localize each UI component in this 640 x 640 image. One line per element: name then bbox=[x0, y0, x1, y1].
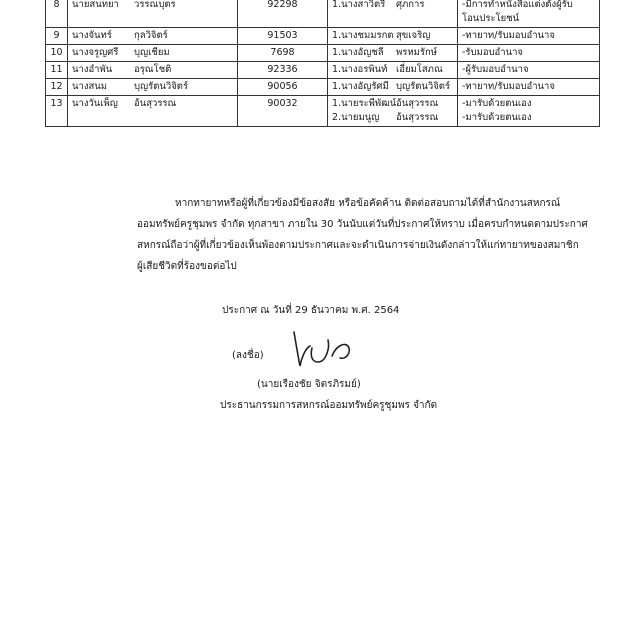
member-family-name: บุญรัตนวิจิตร์ bbox=[134, 81, 189, 92]
note-cell bbox=[458, 28, 600, 45]
note-cell bbox=[458, 62, 600, 79]
signer-name: (นายเรืองชัย จิตรภิรมย์) bbox=[257, 379, 361, 390]
heir-given-name: 1.นางชมมรกต bbox=[332, 30, 394, 41]
note-cell bbox=[458, 96, 600, 127]
member-family-name: อรุณโชติ bbox=[134, 64, 172, 75]
row-number: 9 bbox=[46, 28, 68, 45]
heir-given-name: 1.นางอัญชลี bbox=[332, 47, 384, 58]
handwritten-signature bbox=[286, 326, 358, 372]
member-name-cell bbox=[68, 28, 238, 45]
heir-given-name: 1.นางสาวิตรี bbox=[332, 0, 386, 10]
member-name-cell bbox=[68, 45, 238, 62]
note-text: -มีการทำหนังสือแต่งตั้งผู้รับ bbox=[462, 0, 573, 10]
member-id: 92298 bbox=[238, 0, 328, 28]
member-given-name: นายสนทยา bbox=[72, 0, 119, 10]
heir-cell bbox=[328, 79, 458, 96]
heir-entry bbox=[332, 111, 453, 125]
member-table bbox=[45, 0, 600, 127]
heir-family-name: เอี่ยมโสภณ bbox=[396, 64, 443, 75]
heir-entry bbox=[332, 80, 453, 94]
heir-entry bbox=[332, 0, 453, 12]
heir-family-name: บุญรัตนวิจิตร์ bbox=[396, 81, 451, 92]
member-name-cell bbox=[68, 62, 238, 79]
heir-cell bbox=[328, 28, 458, 45]
heir-family-name: ศุภการ bbox=[396, 0, 425, 10]
member-id: 92336 bbox=[238, 62, 328, 79]
note-text: โอนประโยชน์ bbox=[462, 13, 520, 24]
row-number: 10 bbox=[46, 45, 68, 62]
heir-entry bbox=[332, 29, 453, 43]
member-name-cell bbox=[68, 96, 238, 127]
member-given-name: นางจันทร์ bbox=[72, 30, 112, 41]
heir-given-name: 1.นางอรพินท์ bbox=[332, 64, 388, 75]
member-family-name: กุลวิจิตร์ bbox=[134, 30, 168, 41]
heir-family-name: สุขเจริญ bbox=[396, 30, 431, 41]
row-number: 12 bbox=[46, 79, 68, 96]
member-given-name: นางจรูญศรี bbox=[72, 47, 119, 58]
body-paragraph-line-2: ออมทรัพย์ครูชุมพร จำกัด ทุกสาขา ภายใน 30 วันนับแต่วันที่ประกาศให้ทราบ เมื่อครบกำหนดตามประกาศ bbox=[137, 219, 588, 230]
member-table-body bbox=[46, 0, 600, 127]
note-text: -ทายาท/รับมอบอำนาจ bbox=[462, 30, 555, 41]
member-given-name: นางวันเพ็ญ bbox=[72, 98, 118, 109]
table-row bbox=[46, 62, 600, 79]
heir-family-name: พรหมรักษ์ bbox=[396, 47, 438, 58]
member-id: 7698 bbox=[238, 45, 328, 62]
heir-cell bbox=[328, 0, 458, 28]
member-id: 90032 bbox=[238, 96, 328, 127]
table-row bbox=[46, 0, 600, 28]
table-row bbox=[46, 79, 600, 96]
body-paragraph-line-3: สหกรณ์ถือว่าผู้ที่เกี่ยวข้องเห็นพ้องตามประกาศและจะดำเนินการจ่ายเงินดังกล่าวให้แก่ทายาทของสมาชิก bbox=[137, 240, 579, 251]
signature-label: (ลงชื่อ) bbox=[232, 350, 264, 361]
row-number: 13 bbox=[46, 96, 68, 127]
member-id: 91503 bbox=[238, 28, 328, 45]
heir-given-name: 1.นายระพีพัฒน์ bbox=[332, 98, 397, 109]
heir-family-name: อ้นสุวรรณ bbox=[396, 112, 439, 123]
table-row bbox=[46, 96, 600, 127]
member-name-cell bbox=[68, 0, 238, 28]
heir-given-name: 2.นายมนูญ bbox=[332, 112, 380, 123]
note-text: -ผู้รับมอบอำนาจ bbox=[462, 64, 529, 75]
member-given-name: นางสนม bbox=[72, 81, 108, 92]
note-text: -มารับด้วยตนเอง bbox=[462, 112, 532, 123]
heir-cell bbox=[328, 45, 458, 62]
row-number: 11 bbox=[46, 62, 68, 79]
heir-cell bbox=[328, 62, 458, 79]
table-row bbox=[46, 45, 600, 62]
body-paragraph-line-4: ผู้เสียชีวิตที่ร้องขอต่อไป bbox=[137, 261, 237, 272]
note-cell bbox=[458, 79, 600, 96]
heir-given-name: 1.นางอัญรัศมี bbox=[332, 81, 389, 92]
row-number: 8 bbox=[46, 0, 68, 28]
table-row bbox=[46, 28, 600, 45]
note-text: -รับมอบอำนาจ bbox=[462, 47, 523, 58]
signer-title: ประธานกรรมการสหกรณ์ออมทรัพย์ครูชุมพร จำกัด bbox=[220, 400, 438, 411]
note-text: -มารับด้วยตนเอง bbox=[462, 98, 532, 109]
member-id: 90056 bbox=[238, 79, 328, 96]
member-family-name: อ้นสุวรรณ bbox=[134, 98, 177, 109]
note-text: -ทายาท/รับมอบอำนาจ bbox=[462, 81, 555, 92]
member-name-cell bbox=[68, 79, 238, 96]
note-cell bbox=[458, 0, 600, 28]
body-paragraph-line-1: หากทายาทหรือผู้ที่เกี่ยวข้องมีข้อสงสัย หรือข้อคัดค้าน ติดต่อสอบถามได้ที่สำนักงานสหกรณ์ bbox=[175, 198, 561, 209]
heir-entry bbox=[332, 46, 453, 60]
note-cell bbox=[458, 45, 600, 62]
heir-cell bbox=[328, 96, 458, 127]
member-family-name: วรรณบุตร bbox=[134, 0, 176, 10]
member-given-name: นางอำพัน bbox=[72, 64, 113, 75]
member-family-name: บุญเชียม bbox=[134, 47, 170, 58]
heir-family-name: อ้นสุวรรณ bbox=[396, 98, 439, 109]
heir-entry bbox=[332, 63, 453, 77]
announcement-date: ประกาศ ณ วันที่ 29 ธันวาคม พ.ศ. 2564 bbox=[222, 305, 400, 316]
heir-entry bbox=[332, 97, 453, 111]
